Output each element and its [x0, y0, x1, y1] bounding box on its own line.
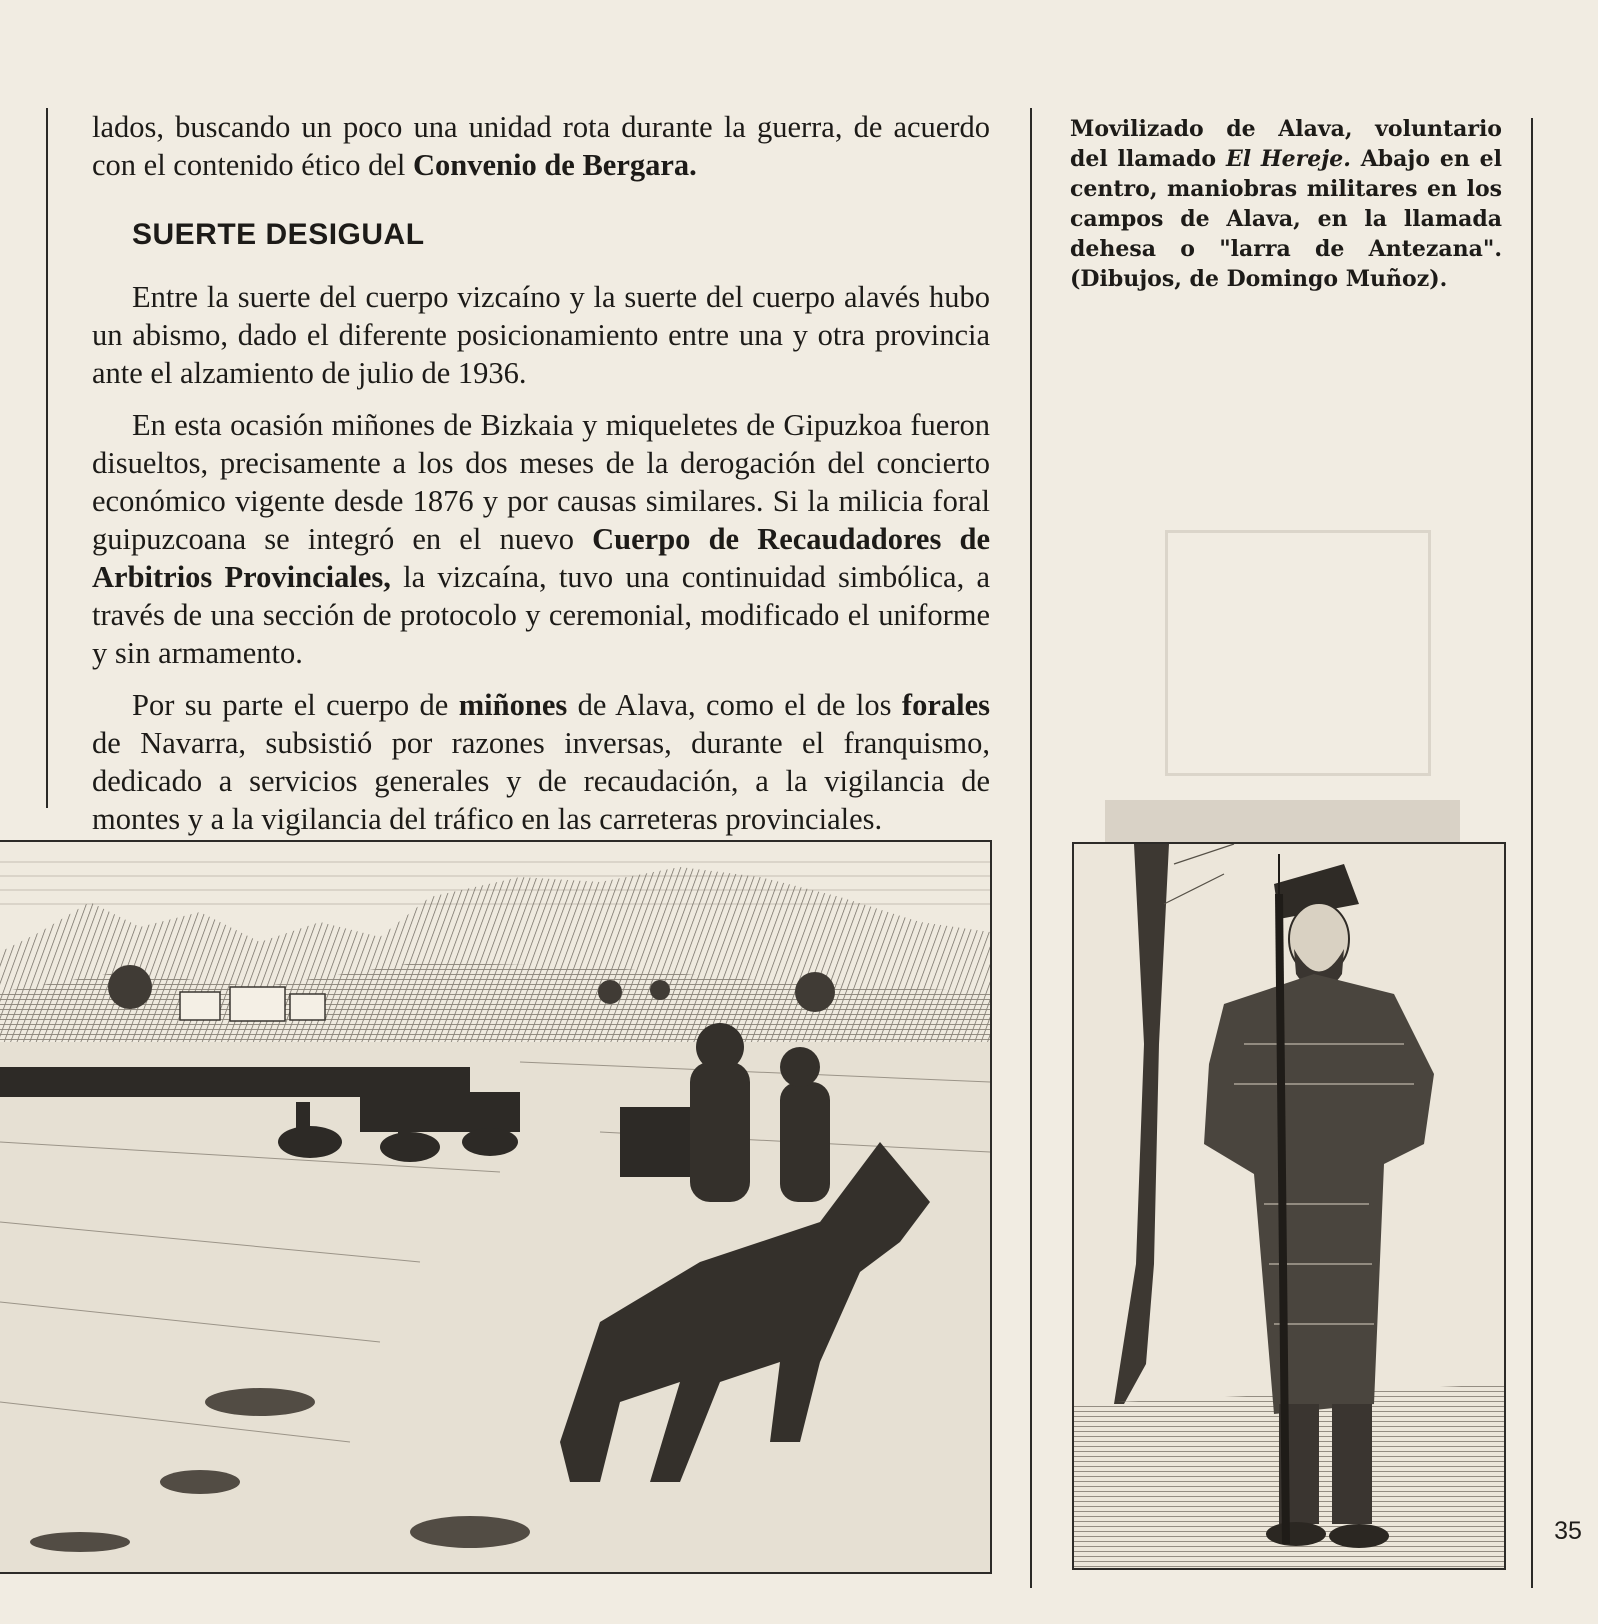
- article-body: [92, 108, 990, 852]
- paragraph: [92, 108, 990, 184]
- section-heading: SUERTE DESIGUAL: [132, 218, 425, 251]
- engraving-maneuvers: [0, 840, 992, 1574]
- bleed-through-shape: [1165, 530, 1431, 776]
- soldier-illustration: [1074, 844, 1504, 1568]
- bold-term: miñones: [458, 688, 568, 722]
- column-rule-left: [46, 108, 48, 808]
- maneuvers-illustration: [0, 842, 990, 1572]
- caption-italic: El Hereje.: [1225, 146, 1351, 172]
- paragraph-text: de Alava, como el de los: [567, 688, 902, 722]
- paragraph-text: lados, buscando un poco una unidad rota durante la guerra, de acuerdo con el contenido ético del: [92, 110, 990, 182]
- column-rule-right: [1531, 118, 1533, 1588]
- paragraph: Entre la suerte del cuerpo vizcaíno y la suerte del cuerpo alavés hubo un abismo, dado el diferente posicionamiento entre una y otra provincia ante el alzamiento de julio de 1936.: [92, 280, 990, 390]
- paragraph: [92, 406, 990, 672]
- paragraph-text: Por su parte el cuerpo de: [132, 688, 459, 722]
- paragraph-text: de Navarra, subsistió por razones inversas, durante el franquismo, dedicado a servicios generales y de recaudación, a la vigilancia de montes y a la vigilancia del tráfico en las carreteras provinciales.: [92, 726, 990, 836]
- paragraph-text: la vizcaína, tuvo una continuidad simbólica, a través de una sección de protocolo y ceremonial, modificado el uniforme y sin armamento.: [92, 560, 991, 670]
- paragraph: [92, 686, 990, 838]
- engraving-soldier: [1072, 842, 1506, 1570]
- bold-term: forales: [901, 688, 990, 722]
- illustration-caption: [1070, 114, 1502, 294]
- paragraph-text: En esta ocasión miñones de Bizkaia y miqueletes de Gipuzkoa fueron disueltos, precisamente a los dos meses de la derogación del concierto económico vigente desde 1876 y por causas similares. Si la milicia foral guipuzcoana se integró en el nuevo: [92, 408, 990, 556]
- caption-text: Movilizado de Alava, voluntario del llamado: [1070, 116, 1502, 172]
- column-rule-middle: [1030, 108, 1032, 1588]
- bold-term: Cuerpo de Recaudadores de Arbitrios Provinciales,: [92, 522, 990, 594]
- page-number: 35: [1554, 1516, 1582, 1545]
- caption-text: Abajo en el centro, maniobras militares en los campos de Alava, en la llamada dehesa o "larra de Antezana". (Dibujos, de Domingo Muñoz).: [1070, 146, 1503, 292]
- bold-term: Convenio de Bergara.: [412, 148, 697, 182]
- bleed-through-shape: [1105, 800, 1460, 844]
